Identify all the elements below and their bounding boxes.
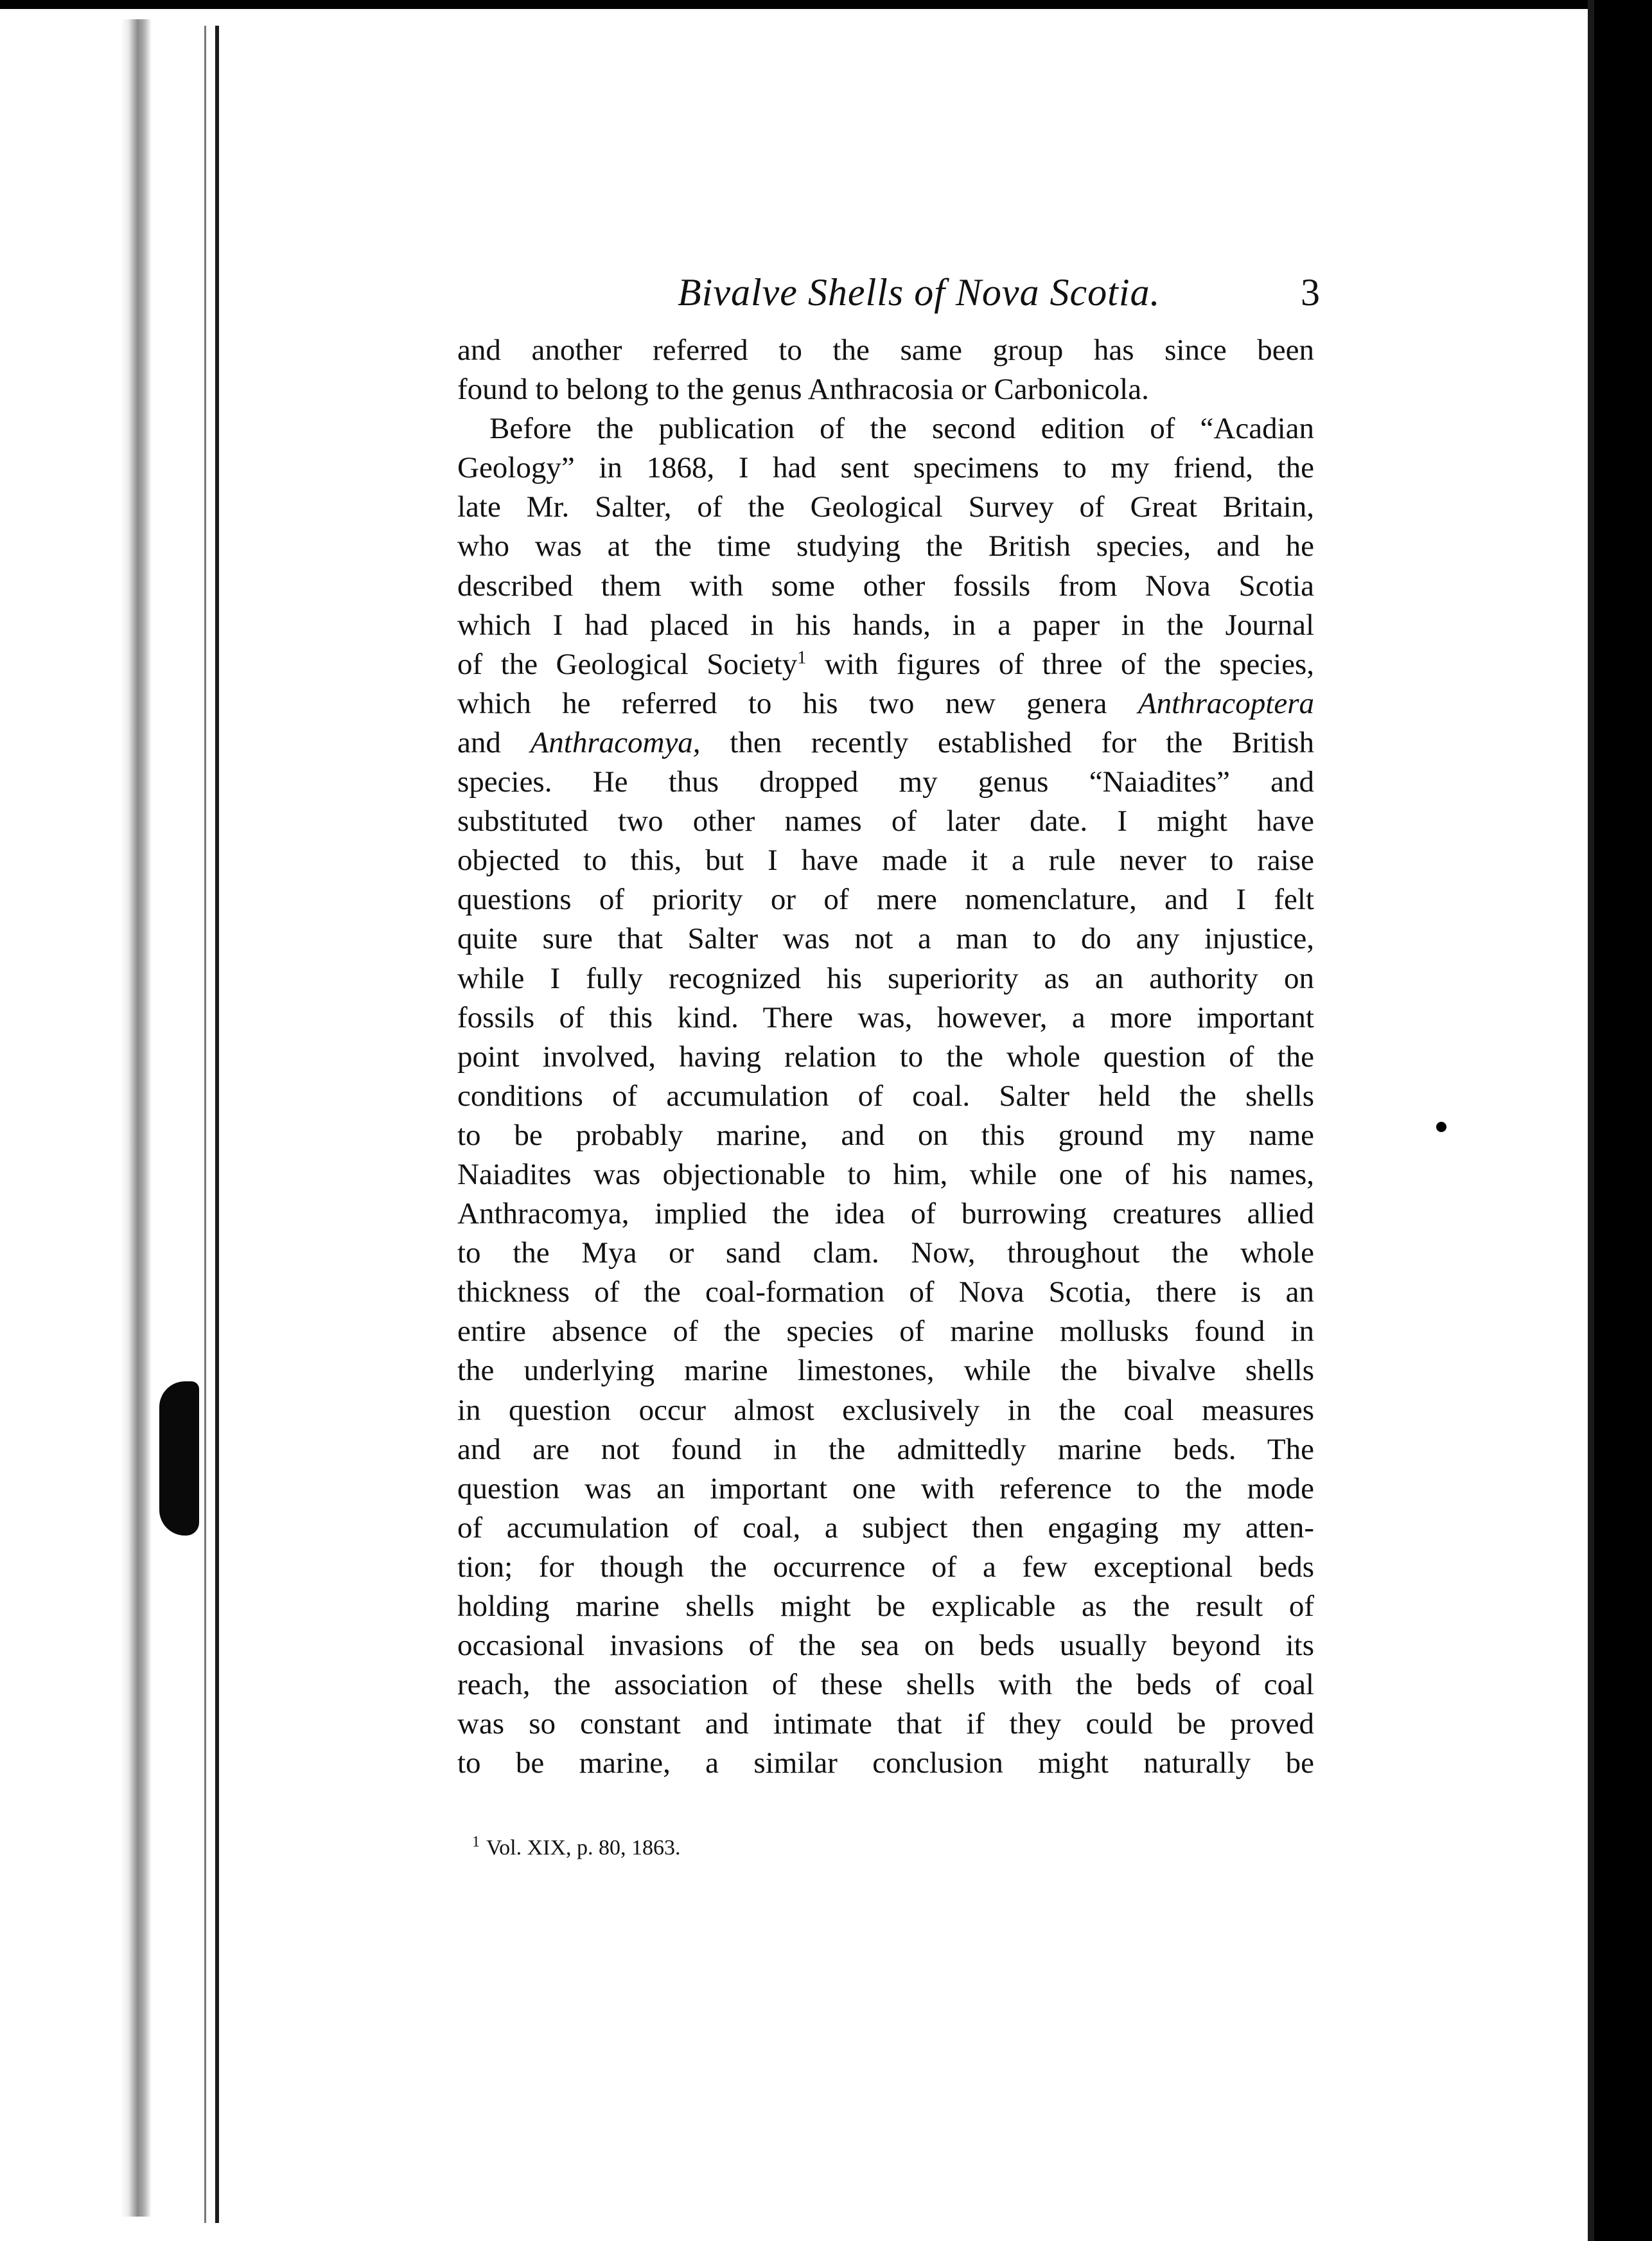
scan-border-right-inner	[1588, 0, 1594, 2241]
text-line: objected to this, but I have made it a rule never to raise	[457, 844, 1314, 878]
text-line: in question occur almost exclusively in the coal measures	[457, 1393, 1314, 1427]
text-line: point involved, having relation to the whole question of the	[457, 1040, 1314, 1074]
text-line: late Mr. Salter, of the Geological Survey of Great Britain,	[457, 490, 1314, 524]
text-line: holding marine shells might be explicable as the result of	[457, 1590, 1314, 1623]
scan-border-right	[1594, 0, 1652, 2241]
text-line: Anthracomya, implied the idea of burrowing creatures allied	[457, 1197, 1314, 1231]
genus-name: Anthracoptera	[1138, 686, 1314, 720]
text-line	[457, 723, 1314, 763]
footnote-text: Vol. XIX, p. 80, 1863.	[486, 1836, 681, 1860]
text-line: reach, the association of these shells with the beds of coal	[457, 1668, 1314, 1702]
text-line: fossils of this kind. There was, however, a more important	[457, 1000, 1314, 1034]
text-line: tion; for though the occurrence of a few exceptional beds	[457, 1550, 1314, 1584]
text-line: Geology” in 1868, I had sent specimens to my friend, the	[457, 451, 1314, 485]
text-fragment: of the Geological Society	[457, 647, 798, 681]
text-line: to the Mya or sand clam. Now, throughout the whole	[457, 1236, 1314, 1270]
text-line: thickness of the coal-formation of Nova Scotia, there is an	[457, 1275, 1314, 1309]
text-line: to be marine, a similar conclusion might naturally be	[457, 1746, 1314, 1780]
text-fragment: with figures of three of the species,	[824, 647, 1314, 681]
scan-speck	[1436, 1122, 1446, 1132]
page-edge-shadow	[204, 26, 206, 2223]
text-line: which I had placed in his hands, in a paper in the Journal	[457, 608, 1314, 642]
text-line: and another referred to the same group has since been	[457, 333, 1314, 367]
text-line: species. He thus dropped my genus “Naiadites” and	[457, 765, 1314, 799]
text-line: to be probably marine, and on this ground my name	[457, 1118, 1314, 1152]
text-line: entire absence of the species of marine mollusks found in	[457, 1315, 1314, 1349]
page-edge-line	[215, 26, 219, 2223]
text-fragment: which he referred to his two new genera	[457, 686, 1107, 720]
text-line: Naiadites was objectionable to him, while one of his names,	[457, 1157, 1314, 1191]
text-line: and are not found in the admittedly marine beds. The	[457, 1432, 1314, 1466]
text-line: the underlying marine limestones, while the bivalve shells	[457, 1354, 1314, 1388]
text-line: questions of priority or of mere nomenclature, and I felt	[457, 883, 1314, 917]
footnote-reference: 1	[797, 648, 807, 668]
text-line: occasional invasions of the sea on beds usually beyond its	[457, 1629, 1314, 1663]
text-fragment: and	[457, 725, 501, 759]
running-head	[459, 263, 1320, 321]
text-line: found to belong to the genus Anthracosia or Carbonicola.	[457, 373, 1149, 407]
scan-border-top	[0, 0, 1652, 9]
body-text	[457, 331, 1314, 1783]
text-line: Before the publication of the second edition of “Acadian	[489, 412, 1314, 446]
text-line: question was an important one with reference to the mode	[457, 1471, 1314, 1505]
text-line: was so constant and intimate that if they could be proved	[457, 1707, 1314, 1741]
binding-clip-mark	[159, 1381, 199, 1536]
genus-name: Anthracomya,	[530, 725, 701, 759]
page-number: 3	[1301, 271, 1320, 314]
text-line	[457, 645, 1314, 684]
text-line	[457, 684, 1314, 723]
text-line: conditions of accumulation of coal. Salter held the shells	[457, 1079, 1314, 1113]
text-line: of accumulation of coal, a subject then engaging my atten-	[457, 1510, 1314, 1545]
text-line: quite sure that Salter was not a man to do any injustice,	[457, 922, 1314, 956]
text-line: while I fully recognized his superiority as an authority on	[457, 961, 1314, 995]
text-line: described them with some other fossils from Nova Scotia	[457, 569, 1314, 603]
text-line: substituted two other names of later date. I might have	[457, 804, 1314, 838]
text-fragment: then recently established for the British	[730, 725, 1315, 759]
footnote-number: 1	[472, 1834, 480, 1850]
running-head-title: Bivalve Shells of Nova Scotia.	[678, 271, 1161, 314]
text-line: who was at the time studying the British species, and he	[457, 529, 1314, 563]
binding-gutter	[121, 19, 152, 2217]
footnote	[472, 1826, 1243, 1864]
